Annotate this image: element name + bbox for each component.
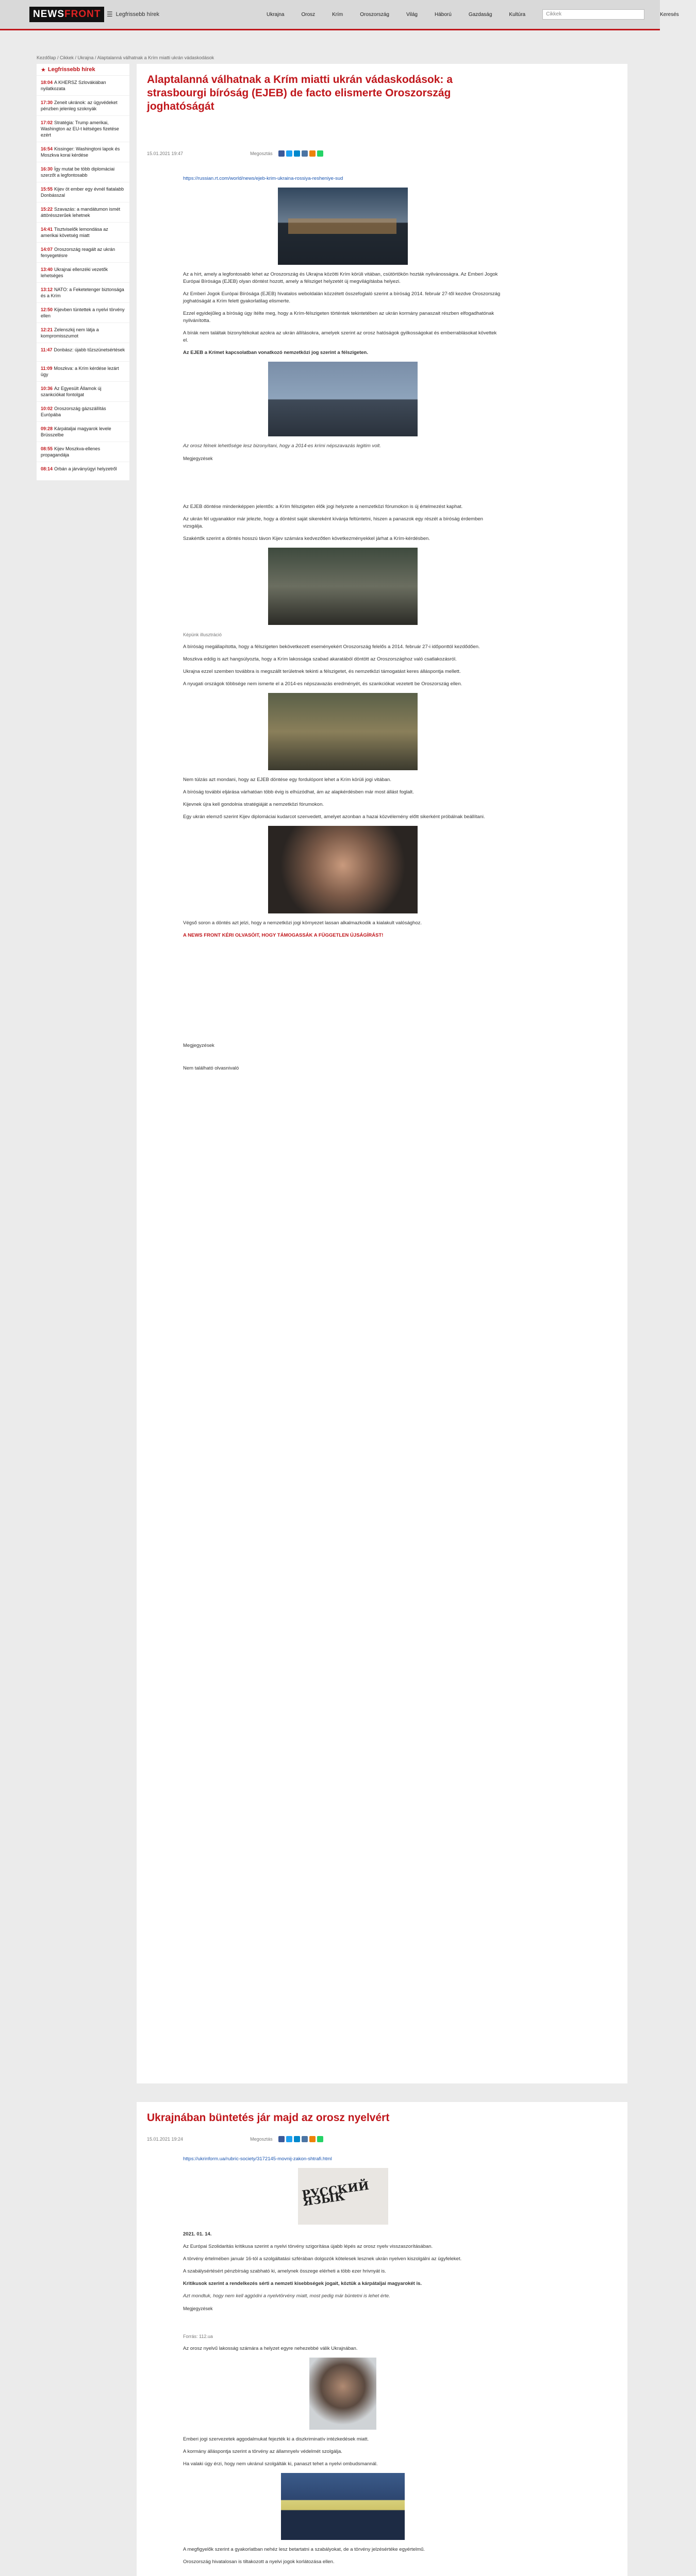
source-link[interactable]: https://russian.rt.com/world/news/ejeb-krim-ukraina-rossiya-resheniye-sud <box>183 176 343 181</box>
nav-item[interactable]: Krím <box>332 11 343 18</box>
sidebar-news-item[interactable] <box>37 362 129 382</box>
article-paragraph: A bíróság megállapította, hogy a félszigeten bekövetkezett eseményekért Oroszország felelős a 2014. február 27-i időponttól kezdődően. <box>183 644 480 650</box>
share-bar <box>250 150 323 157</box>
article-paragraph: Egy ukrán elemző szerint Kijev diplomáciai kudarcot szenvedett, amelyet azonban a hazai közvélemény előtt sikerként próbálnak beállítani. <box>183 814 485 820</box>
top-navigation-bar <box>0 0 679 29</box>
logo-text: NEWS <box>33 9 64 20</box>
source-link[interactable]: https://ukrinform.ua/rubric-society/3172145-movnij-zakon-shtrafi.html <box>183 2156 332 2162</box>
article-paragraph: Kijevnek újra kell gondolnia stratégiáját a nemzetközi fórumokon. <box>183 802 324 807</box>
news-title: Oroszország gázszállítás Európába <box>41 406 106 417</box>
related-empty-text: Nem található olvasnivaló <box>183 1065 239 1071</box>
news-title: A KHERSZ Szlovákiában nyilatkozata <box>41 80 106 91</box>
article-paragraph: Emberi jogi szervezetek aggodalmukat fejezték ki a diszkriminatív intézkedések miatt. <box>183 2436 369 2442</box>
facebook-icon[interactable] <box>278 150 285 157</box>
share-label: Megosztás <box>250 151 273 156</box>
logo-accent-text: FRONT <box>64 9 101 20</box>
news-time: 11:09 <box>41 366 53 371</box>
news-time: 13:12 <box>41 287 53 292</box>
sidebar-title <box>37 64 129 76</box>
news-time: 09:28 <box>41 426 53 431</box>
sidebar-news-item[interactable] <box>37 96 129 116</box>
nav-item[interactable]: Oroszország <box>360 11 389 18</box>
search-button[interactable]: Keresés <box>660 11 679 18</box>
support-appeal: A NEWS FRONT KÉRI OLVASÓIT, HOGY TÁMOGASSÁK A FÜGGETLEN ÚJSÁGÍRÁST! <box>183 933 384 938</box>
news-title: Tisztviselők lemondása az amerikai követség miatt <box>41 227 108 238</box>
news-title: Zeneit ukránok: az ügyvédeket pénzben jelenleg szoknyák <box>41 100 118 111</box>
article-paragraph: Oroszország hivatalosan is tiltakozott a nyelvi jogok korlátozása ellen. <box>183 2559 335 2565</box>
news-time: 18:04 <box>41 80 53 85</box>
whatsapp-icon[interactable] <box>317 150 323 157</box>
menu-icon: ☰ <box>107 10 113 18</box>
news-title: Donbász: újabb tűzszünetsértések <box>54 347 125 352</box>
nav-item[interactable]: Orosz <box>301 11 316 18</box>
sidebar-news-item[interactable] <box>37 76 129 96</box>
section-label: Megjegyzések <box>183 456 213 461</box>
article-paragraph: Az Emberi Jogok Európai Bírósága (EJEB) hivatalos weboldalán közzétett összefoglaló szerint a bíróság 2014. február 27-től kezdve Oroszország joghatóságát a Krím felett gyakorlatilag elismerte. <box>183 291 501 304</box>
ship-photo <box>268 548 418 625</box>
section-label: Megjegyzések <box>183 2306 213 2311</box>
news-time: 10:36 <box>41 386 53 391</box>
main-menu <box>267 0 696 29</box>
photo-text: РУССКИЙ ЯЗЫК <box>301 2179 370 2209</box>
telegram-icon[interactable] <box>294 150 300 157</box>
article-quote: Azt mondtuk, hogy nem kell aggódni a nyelvtörvény miatt, most pedig már büntetni is lehet érte. <box>183 2293 390 2299</box>
court-photo <box>268 362 418 436</box>
article-paragraph: Moszkva eddig is azt hangsúlyozta, hogy a Krím lakossága szabad akaratából döntött az Oroszországhoz való csatlakozásról. <box>183 656 457 662</box>
section-label: Megjegyzések <box>183 1043 214 1048</box>
news-time: 12:21 <box>41 327 53 332</box>
article-paragraph: A kormány álláspontja szerint a törvény az államnyelv védelmét szolgálja. <box>183 2449 342 2454</box>
news-title: Kárpátaljai magyarok levele Brüsszelbe <box>41 426 111 437</box>
nav-item[interactable]: Gazdaság <box>468 11 492 18</box>
news-title: Ukrajnai ellenzéki vezetők lehetséges <box>41 267 108 278</box>
vk-icon[interactable] <box>302 150 308 157</box>
photo-caption: Képünk illusztráció <box>183 632 222 637</box>
article-paragraph: A szabálysértésért pénzbírság szabható ki, amelynek összege elérheti a több ezer hrivnyát is. <box>183 2268 386 2274</box>
article-title: Alaptalanná válhatnak a Krím miatti ukrán vádaskodások: a strasbourgi bíróság (EJEB) de facto elismerte Oroszország joghatóságát <box>147 74 453 112</box>
news-time: 14:07 <box>41 247 53 252</box>
photo-caption: Forrás: 112.ua <box>183 2334 213 2339</box>
news-time: 08:55 <box>41 446 53 451</box>
article-title: Ukrajnában büntetés jár majd az orosz nyelvért <box>147 2112 390 2124</box>
telegram-icon[interactable] <box>294 2136 300 2142</box>
news-title: Kijev öt ember egy évnél fiatalabb Donbásszal <box>41 187 124 198</box>
vk-icon[interactable] <box>302 2136 308 2142</box>
news-title: Így mutat be több diplomáciai szerzőt a legfontosabb <box>41 166 115 178</box>
sidebar-news-item[interactable] <box>37 462 129 481</box>
news-title: Kissinger: Washingtoni lapok és Moszkva korai kérdése <box>41 146 120 158</box>
news-time: 15:55 <box>41 187 53 192</box>
latest-news-link[interactable] <box>107 9 205 20</box>
article-paragraph: Szakértők szerint a döntés hosszú távon Kijev számára kedvezőtlen következményekkel járhat a Krím-kérdésben. <box>183 536 430 541</box>
star-icon: ★ <box>41 66 46 73</box>
sidebar-news-item[interactable] <box>37 382 129 402</box>
twitter-icon[interactable] <box>286 2136 292 2142</box>
article-paragraph: Az EJEB a Krímet kapcsolatban vonatkozó nemzetközi jog szerint a félszigeten. <box>183 350 368 355</box>
sidebar-news-item[interactable] <box>37 283 129 303</box>
nav-item[interactable]: Világ <box>406 11 418 18</box>
sidebar-news-item[interactable] <box>37 402 129 422</box>
article-paragraph: Ukrajna ezzel szemben továbbra is megszállt területnek tekinti a félszigetet, és nemzetközi támogatást keres álláspontja mellett. <box>183 669 461 674</box>
article-paragraph: A nyugati országok többsége nem ismerte el a 2014-es népszavazás eredményét, és szankciókat vezetett be Oroszország ellen. <box>183 681 462 687</box>
article-paragraph: A törvény értelmében január 16-tól a szolgáltatási szférában dolgozók kötelesek lesznek ukrán nyelven kiszolgálni az ügyfeleket. <box>183 2256 462 2262</box>
sidebar-news-item[interactable] <box>37 323 129 343</box>
article-paragraph: Végső soron a döntés azt jelzi, hogy a nemzetközi jogi környezet lassan alkalmazkodik a kialakult valósághoz. <box>183 920 422 926</box>
share-bar <box>250 2136 323 2142</box>
article-paragraph: A bíróság további eljárása várhatóan több évig is elhúzódhat, ám az alapkérdésben már most állást foglalt. <box>183 789 414 795</box>
sidebar-news-item[interactable] <box>37 202 129 223</box>
portrait-photo <box>268 826 418 913</box>
article-paragraph: Az a hírt, amely a legfontosabb lehet az Oroszország és Ukrajna közötti Krím körüli vitában, csütörtökön hozták nyilvánosságra. Az Emberi Jogok Európai Bírósága (EJEB) olyan döntést hozott, amely a félsziget helyzetét új megvilágításba helyezi. <box>183 272 498 284</box>
news-time: 16:54 <box>41 146 53 151</box>
news-time: 16:30 <box>41 166 53 172</box>
article-paragraph: Az ukrán fél ugyanakkor már jelezte, hogy a döntést saját sikereként kívánja feltüntetni, hiszen a panaszok egy részét a bíróság érdemben vizsgálja. <box>183 516 483 529</box>
sidebar-title-text: Legfrissebb hírek <box>47 66 95 73</box>
article-meta <box>147 149 617 158</box>
person-photo <box>309 2358 376 2430</box>
sidebar-news-item[interactable] <box>37 182 129 202</box>
article-card <box>137 64 627 2083</box>
article-paragraph: A megfigyelők szerint a gyakorlatban nehéz lesz betartatni a szabályokat, de a törvény jelzésértéke egyértelmű. <box>183 2547 425 2552</box>
nav-item[interactable]: Háború <box>435 11 452 18</box>
sidebar-news-item[interactable] <box>37 142 129 162</box>
whatsapp-icon[interactable] <box>317 2136 323 2142</box>
news-title: Orbán a járványügyi helyzetről <box>54 466 117 471</box>
news-title: Az Egyesült Államok új szankciókat fontolgat <box>41 386 102 397</box>
news-time: 10:02 <box>41 406 53 411</box>
article-paragraph: Az Európai Szolidaritás kritikusa szerint a nyelvi törvény szigorítása újabb lépés az orosz nyelv visszaszorításában. <box>183 2244 433 2249</box>
sign-photo <box>281 2473 405 2540</box>
sidebar-news-item[interactable] <box>37 162 129 182</box>
facebook-icon[interactable] <box>278 2136 285 2142</box>
nav-item[interactable]: Kultúra <box>509 11 526 18</box>
news-time: 12:50 <box>41 307 53 312</box>
news-title: NATO: a Feketetenger biztonsága és a Krím <box>41 287 124 298</box>
article-card <box>137 2102 627 2576</box>
ok-icon[interactable] <box>309 150 316 157</box>
news-title: Stratégia: Trump amerikai, Washington az EU-t kétséges fizetése ezért <box>41 120 119 138</box>
article-paragraph: Kritikusok szerint a rendelkezés sérti a nemzeti kisebbségek jogait, köztük a kárpátaljai magyarokét is. <box>183 2281 422 2286</box>
latest-news-sidebar <box>37 64 129 481</box>
news-time: 13:40 <box>41 267 53 272</box>
share-label: Megosztás <box>250 2137 273 2142</box>
ok-icon[interactable] <box>309 2136 316 2142</box>
news-title: Kijevben tüntettek a nyelvi törvény ellen <box>41 307 125 318</box>
soldiers-photo <box>268 693 418 770</box>
news-time: 08:14 <box>41 466 53 471</box>
dateline: 2021. 01. 14. <box>183 2231 212 2237</box>
news-time: 17:30 <box>41 100 53 105</box>
article-date: 15.01.2021 19:47 <box>147 151 184 156</box>
sidebar-news-item[interactable] <box>37 243 129 263</box>
sidebar-news-item[interactable] <box>37 116 129 142</box>
news-time: 15:22 <box>41 207 53 212</box>
russian-language-photo <box>298 2168 388 2225</box>
news-title: Zelenszkij nem látja a kompromisszumot <box>41 327 99 338</box>
article-paragraph: Ezzel egyidejűleg a bíróság úgy ítélte meg, hogy a Krím-félszigeten történtek tekintetében az ukrán kormány panaszait részben elfogadhatónak nyilvánította. <box>183 311 494 324</box>
twitter-icon[interactable] <box>286 150 292 157</box>
article-paragraph: Az EJEB döntése mindenképpen jelentős: a Krím félszigeten élők jogi helyzete a nemzetközi fórumokon is új értelmezést kaphat. <box>183 504 463 510</box>
search-input[interactable]: Cikkek <box>542 9 644 20</box>
site-logo[interactable] <box>29 6 104 23</box>
article-paragraph: A bírák nem találtak bizonyítékokat azokra az ukrán állításokra, amelyek szerint az orosz hatóságok gyilkosságokat és emberrablásokat követtek el. <box>183 330 497 343</box>
article-paragraph: Nem túlzás azt mondani, hogy az EJEB döntése egy fordulópont lehet a Krím körüli jogi vitában. <box>183 777 391 783</box>
sidebar-news-item[interactable] <box>37 422 129 442</box>
article-meta <box>147 2135 617 2143</box>
article-paragraph: Az orosz nyelvű lakosság számára a helyzet egyre nehezebbé válik Ukrajnában. <box>183 2346 358 2351</box>
sidebar-news-item[interactable] <box>37 442 129 462</box>
news-title: Kijev Moszkva-ellenes propagandája <box>41 446 101 457</box>
nav-item[interactable]: Ukrajna <box>267 11 285 18</box>
sidebar-news-item[interactable] <box>37 263 129 283</box>
sidebar-news-item[interactable] <box>37 223 129 243</box>
sidebar-news-item[interactable] <box>37 343 129 362</box>
breadcrumb: Kezdőlap / Cikkek / Ukrajna / Alaptalanná válhatnak a Krím miatti ukrán vádaskodások <box>37 55 214 60</box>
news-time: 14:41 <box>41 227 53 232</box>
article-photo <box>278 188 408 265</box>
sidebar-news-item[interactable] <box>37 303 129 323</box>
news-time: 17:02 <box>41 120 53 125</box>
article-date: 15.01.2021 19:24 <box>147 2137 184 2142</box>
latest-news-label: Legfrissebb hírek <box>115 11 160 18</box>
accent-divider <box>0 29 660 30</box>
news-time: 11:47 <box>41 347 53 352</box>
news-title: Oroszország reagált az ukrán fenyegetésre <box>41 247 115 258</box>
article-paragraph: Ha valaki úgy érzi, hogy nem ukránul szolgálták ki, panaszt tehet a nyelvi ombudsmannál. <box>183 2461 378 2467</box>
news-title: Moszkva: a Krím kérdése lezárt ügy <box>41 366 119 377</box>
news-title: Szavazás: a mandátumon ismét áttörésszerűek lehetnek <box>41 207 121 218</box>
article-quote: Az orosz félnek lehetősége lesz bizonyítani, hogy a 2014-es krími népszavazás legitim volt. <box>183 443 381 449</box>
